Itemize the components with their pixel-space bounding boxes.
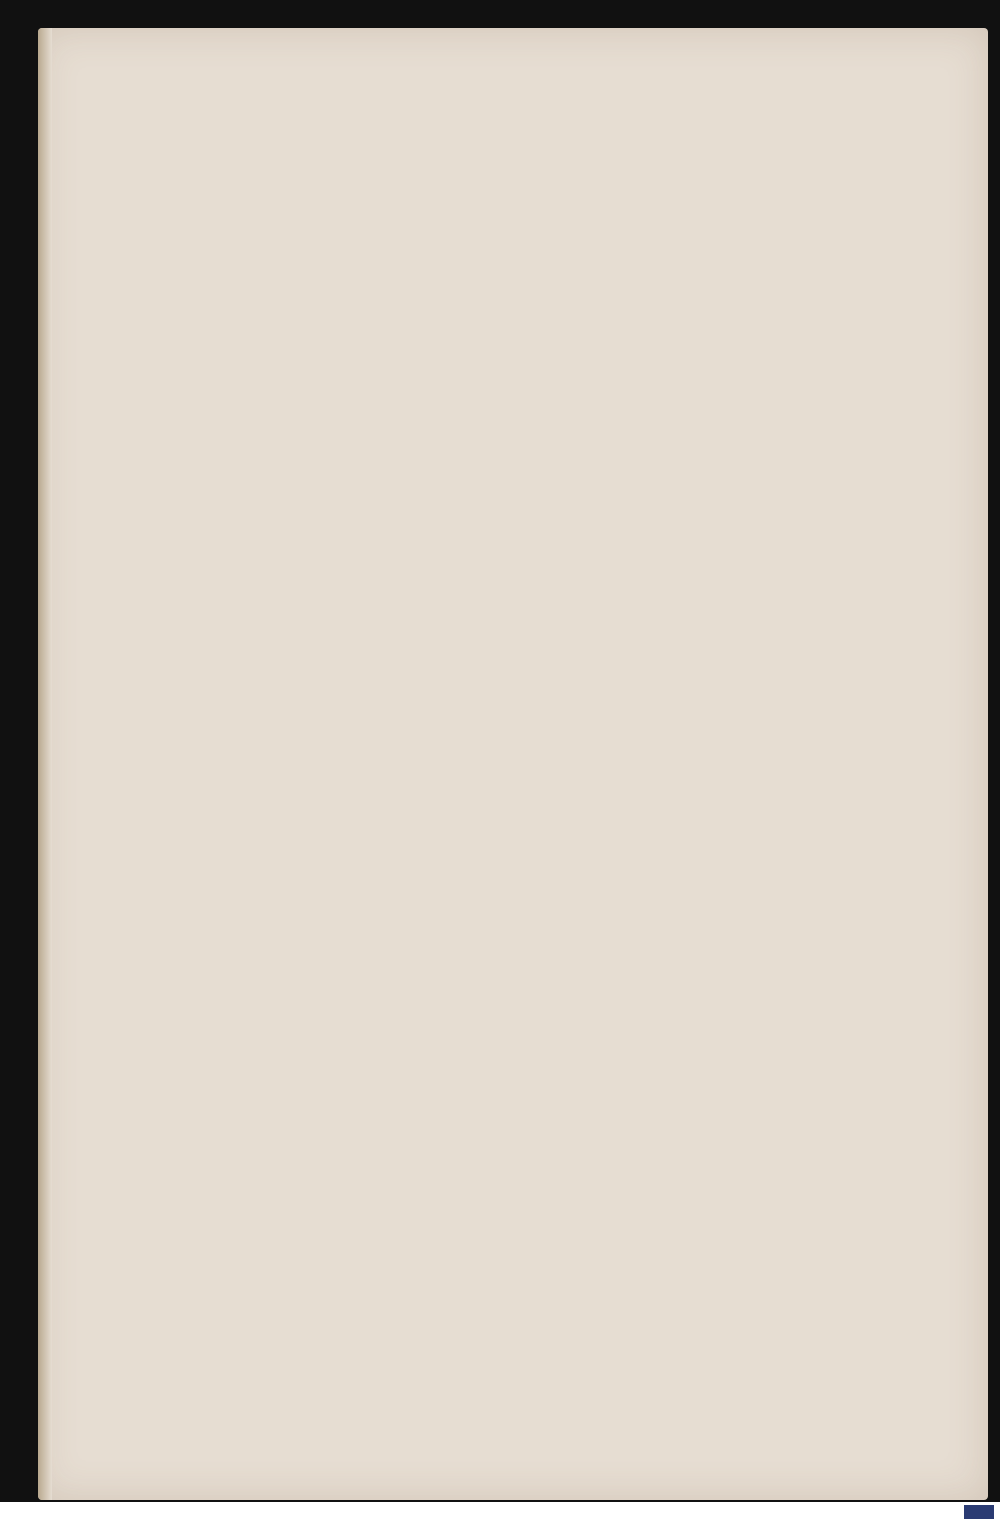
text-line <box>278 1164 928 1190</box>
page-gutter <box>38 28 52 1500</box>
text-line <box>278 902 928 928</box>
text-line <box>278 405 928 431</box>
dfg-logo <box>964 1505 994 1519</box>
text-line <box>278 641 928 667</box>
text-line <box>278 379 928 405</box>
text-line <box>278 300 928 326</box>
text-line <box>278 274 928 300</box>
text-line <box>278 850 928 876</box>
text-line <box>278 1007 928 1033</box>
text-line <box>278 824 928 850</box>
text-line <box>278 248 928 274</box>
body-text <box>278 143 928 1191</box>
text-line <box>278 1033 928 1059</box>
text-line <box>278 955 928 981</box>
text-line <box>278 929 928 955</box>
page-header <box>270 102 970 142</box>
text-line <box>278 981 928 1007</box>
text-line <box>278 798 928 824</box>
text-line <box>278 169 928 195</box>
text-line <box>278 431 928 457</box>
text-line <box>278 195 928 221</box>
footer-bar <box>0 1502 1000 1523</box>
text-line <box>278 353 928 379</box>
text-line <box>278 1060 928 1086</box>
text-line <box>278 693 928 719</box>
text-line <box>278 772 928 798</box>
text-line <box>278 1112 928 1138</box>
text-line <box>278 483 928 509</box>
text-line <box>278 876 928 902</box>
text-line <box>278 222 928 248</box>
text-line <box>278 745 928 771</box>
text-line <box>278 536 928 562</box>
text-line <box>278 1138 928 1164</box>
text-line <box>278 510 928 536</box>
text-line <box>278 614 928 640</box>
text-line <box>278 326 928 352</box>
text-line <box>278 588 928 614</box>
text-line <box>278 143 928 169</box>
text-line <box>278 719 928 745</box>
text-line <box>278 562 928 588</box>
text-line <box>278 1086 928 1112</box>
text-line <box>278 457 928 483</box>
text-line <box>278 667 928 693</box>
